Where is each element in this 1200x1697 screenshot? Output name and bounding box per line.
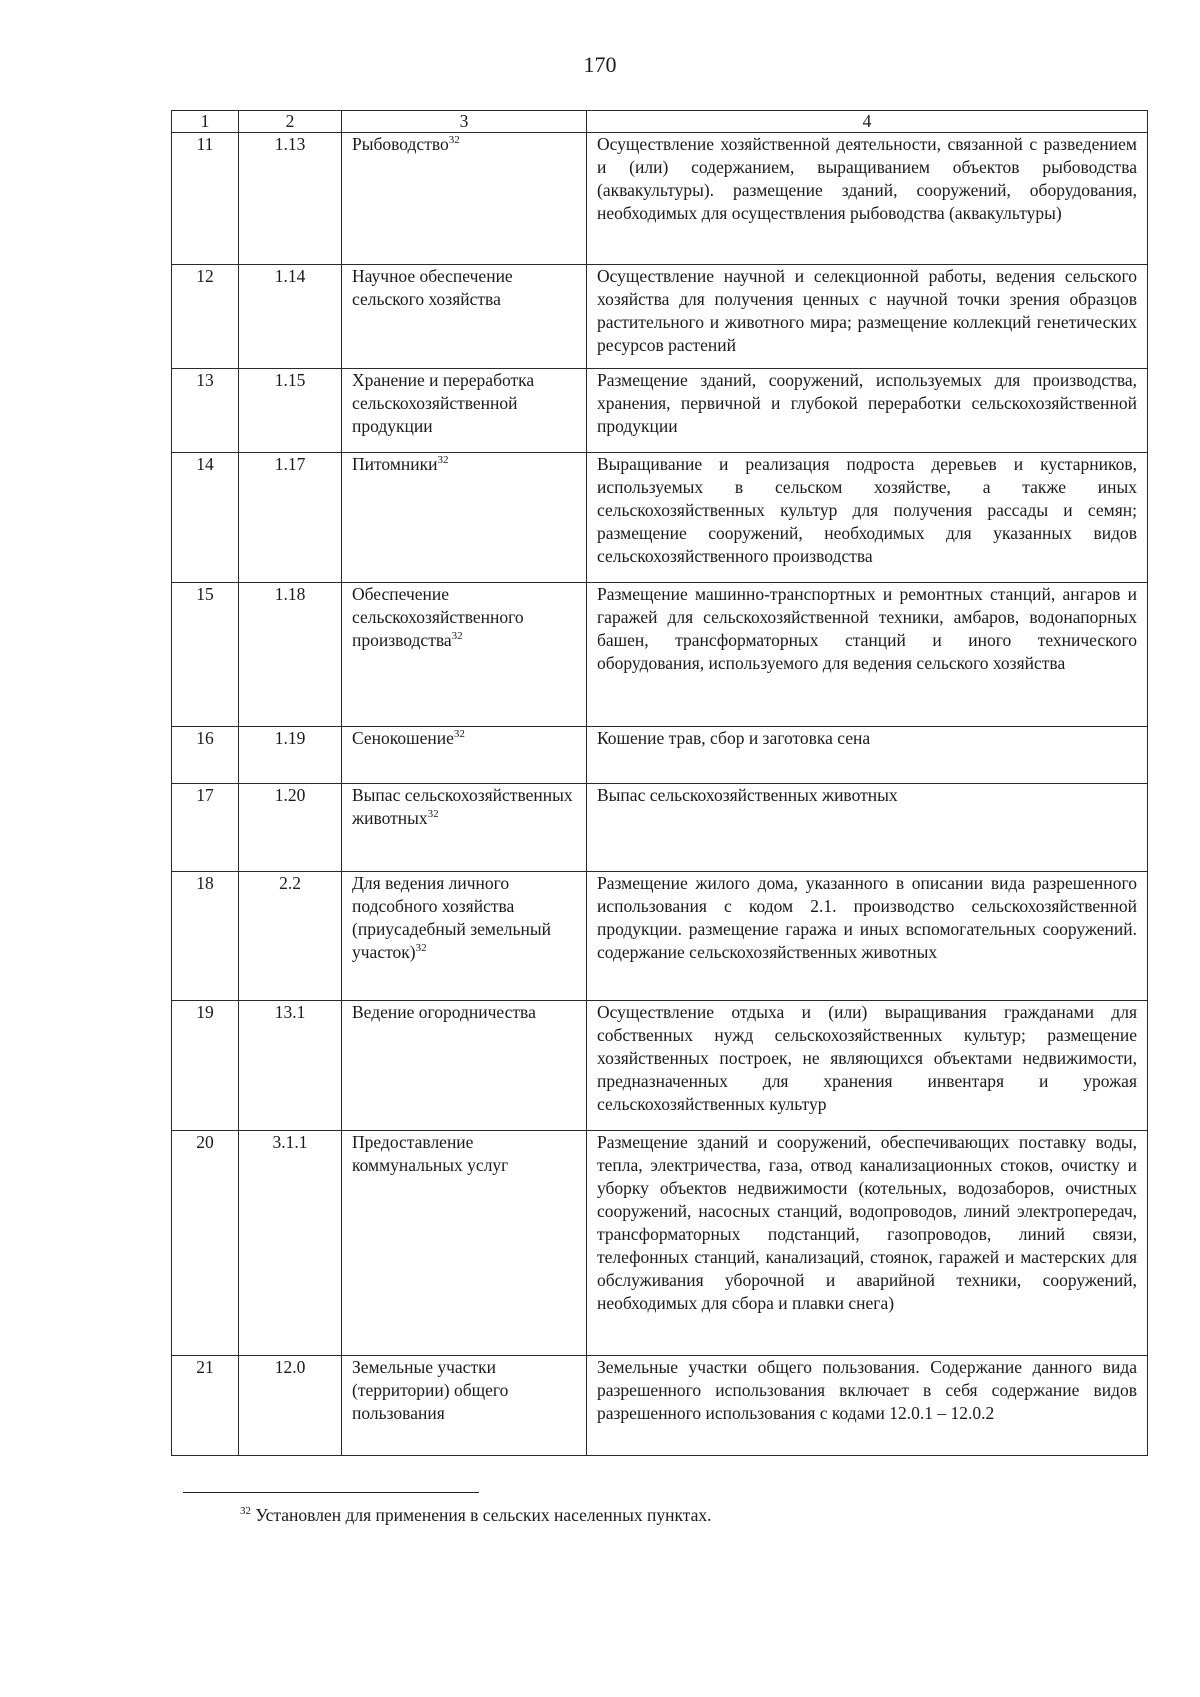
- footnote-mark: 32: [240, 1505, 251, 1518]
- row-number: 11: [172, 133, 239, 265]
- use-description: Осуществление отдыха и (или) выращивания гражданами для собственных нужд сельскохозяйственных культур; размещение хозяйственных построек, не являющихся объектами недвижимости, предназначенных для хранения инвентаря и урожая сельскохозяйственных культур: [587, 1001, 1148, 1131]
- use-code: 3.1.1: [239, 1131, 342, 1356]
- table-row: [172, 583, 1148, 727]
- use-name: Обеспечение сельскохозяйственного производства$^{32}$: [342, 583, 587, 727]
- use-code: 1.15: [239, 369, 342, 453]
- use-description: Кошение трав, сбор и заготовка сена: [587, 727, 1148, 784]
- table-row: [172, 727, 1148, 784]
- table-row: [172, 133, 1148, 265]
- use-name: Рыбоводство$^{32}$: [342, 133, 587, 265]
- table-row: [172, 1131, 1148, 1356]
- use-description: Осуществление научной и селекционной работы, ведения сельского хозяйства для получения ценных с научной точки зрения образцов растительного и животного мира; размещение коллекций генетических ресурсов растений: [587, 265, 1148, 369]
- header-col-2: 2: [239, 111, 342, 133]
- use-description: Выпас сельскохозяйственных животных: [587, 784, 1148, 872]
- row-number: 20: [172, 1131, 239, 1356]
- table-row: [172, 453, 1148, 583]
- row-number: 16: [172, 727, 239, 784]
- footnote-text: Установлен для применения в сельских населенных пунктах.: [251, 1505, 712, 1525]
- row-number: 17: [172, 784, 239, 872]
- header-col-1: 1: [172, 111, 239, 133]
- use-description: Размещение машинно-транспортных и ремонтных станций, ангаров и гаражей для сельскохозяйственной техники, амбаров, водонапорных башен, трансформаторных станций и иного технического оборудования, используемого для ведения сельского хозяйства: [587, 583, 1148, 727]
- use-description: Выращивание и реализация подроста деревьев и кустарников, используемых в сельском хозяйстве, а также иных сельскохозяйственных культур для получения рассады и семян; размещение сооружений, необходимых для указанных видов сельскохозяйственного производства: [587, 453, 1148, 583]
- use-description: Размещение зданий и сооружений, обеспечивающих поставку воды, тепла, электричества, газа, отвод канализационных стоков, очистку и уборку объектов недвижимости (котельных, водозаборов, очистных сооружений, насосных станций, водопроводов, линий электропередач, трансформаторных подстанций, газопроводов, линий связи, телефонных станций, канализаций, стоянок, гаражей и мастерских для обслуживания уборочной и аварийной техники, сооружений, необходимых для сбора и плавки снега): [587, 1131, 1148, 1356]
- use-name: Хранение и переработка сельскохозяйственной продукции: [342, 369, 587, 453]
- use-code: 1.17: [239, 453, 342, 583]
- use-code: 1.14: [239, 265, 342, 369]
- use-code: 2.2: [239, 872, 342, 1001]
- use-code: 12.0: [239, 1356, 342, 1456]
- footnote-ref: 32: [427, 808, 439, 821]
- use-description: Земельные участки общего пользования. Содержание данного вида разрешенного использования включает в себя содержание видов разрешенного использования с кодами 12.0.1 – 12.0.2: [587, 1356, 1148, 1456]
- footnote-ref: 32: [415, 942, 427, 955]
- header-col-4: 4: [587, 111, 1148, 133]
- use-code: 13.1: [239, 1001, 342, 1131]
- row-number: 13: [172, 369, 239, 453]
- use-description: Размещение зданий, сооружений, используемых для производства, хранения, первичной и глубокой переработки сельскохозяйственной продукции: [587, 369, 1148, 453]
- footnote-ref: 32: [453, 728, 465, 741]
- row-number: 18: [172, 872, 239, 1001]
- use-name: Сенокошение$^{32}$: [342, 727, 587, 784]
- use-code: 1.19: [239, 727, 342, 784]
- use-name: Питомники$^{32}$: [342, 453, 587, 583]
- use-code: 1.18: [239, 583, 342, 727]
- land-use-table: [171, 110, 1148, 1456]
- use-code: 1.20: [239, 784, 342, 872]
- use-name: Для ведения личного подсобного хозяйства (приусадебный земельный участок)$^{32}$: [342, 872, 587, 1001]
- use-code: 1.13: [239, 133, 342, 265]
- table-row: [172, 784, 1148, 872]
- row-number: 21: [172, 1356, 239, 1456]
- use-description: Осуществление хозяйственной деятельности, связанной с разведением и (или) содержанием, выращиванием объектов рыбоводства (аквакультуры). размещение зданий, сооружений, оборудования, необходимых для осуществления рыбоводства (аквакультуры): [587, 133, 1148, 265]
- footnote-separator: [183, 1492, 479, 1493]
- table-row: [172, 872, 1148, 1001]
- use-name: Ведение огородничества: [342, 1001, 587, 1131]
- table-row: [172, 369, 1148, 453]
- footnote-ref: 32: [451, 630, 463, 643]
- row-number: 12: [172, 265, 239, 369]
- table-row: [172, 265, 1148, 369]
- table-row: [172, 1356, 1148, 1456]
- use-description: Размещение жилого дома, указанного в описании вида разрешенного использования с кодом 2.1. производство сельскохозяйственной продукции. размещение гаража и иных вспомогательных сооружений. содержание сельскохозяйственных животных: [587, 872, 1148, 1001]
- table-row: [172, 1001, 1148, 1131]
- use-name: Предоставление коммунальных услуг: [342, 1131, 587, 1356]
- footnote: [240, 1505, 711, 1526]
- footnote-ref: 32: [437, 454, 449, 467]
- row-number: 15: [172, 583, 239, 727]
- header-col-3: 3: [342, 111, 587, 133]
- use-name: Научное обеспечение сельского хозяйства: [342, 265, 587, 369]
- page-number: 170: [583, 52, 617, 77]
- row-number: 19: [172, 1001, 239, 1131]
- use-name: Земельные участки (территории) общего пользования: [342, 1356, 587, 1456]
- footnote-ref: 32: [448, 134, 460, 147]
- table-header-row: [172, 111, 1148, 133]
- use-name: Выпас сельскохозяйственных животных$^{32}$: [342, 784, 587, 872]
- row-number: 14: [172, 453, 239, 583]
